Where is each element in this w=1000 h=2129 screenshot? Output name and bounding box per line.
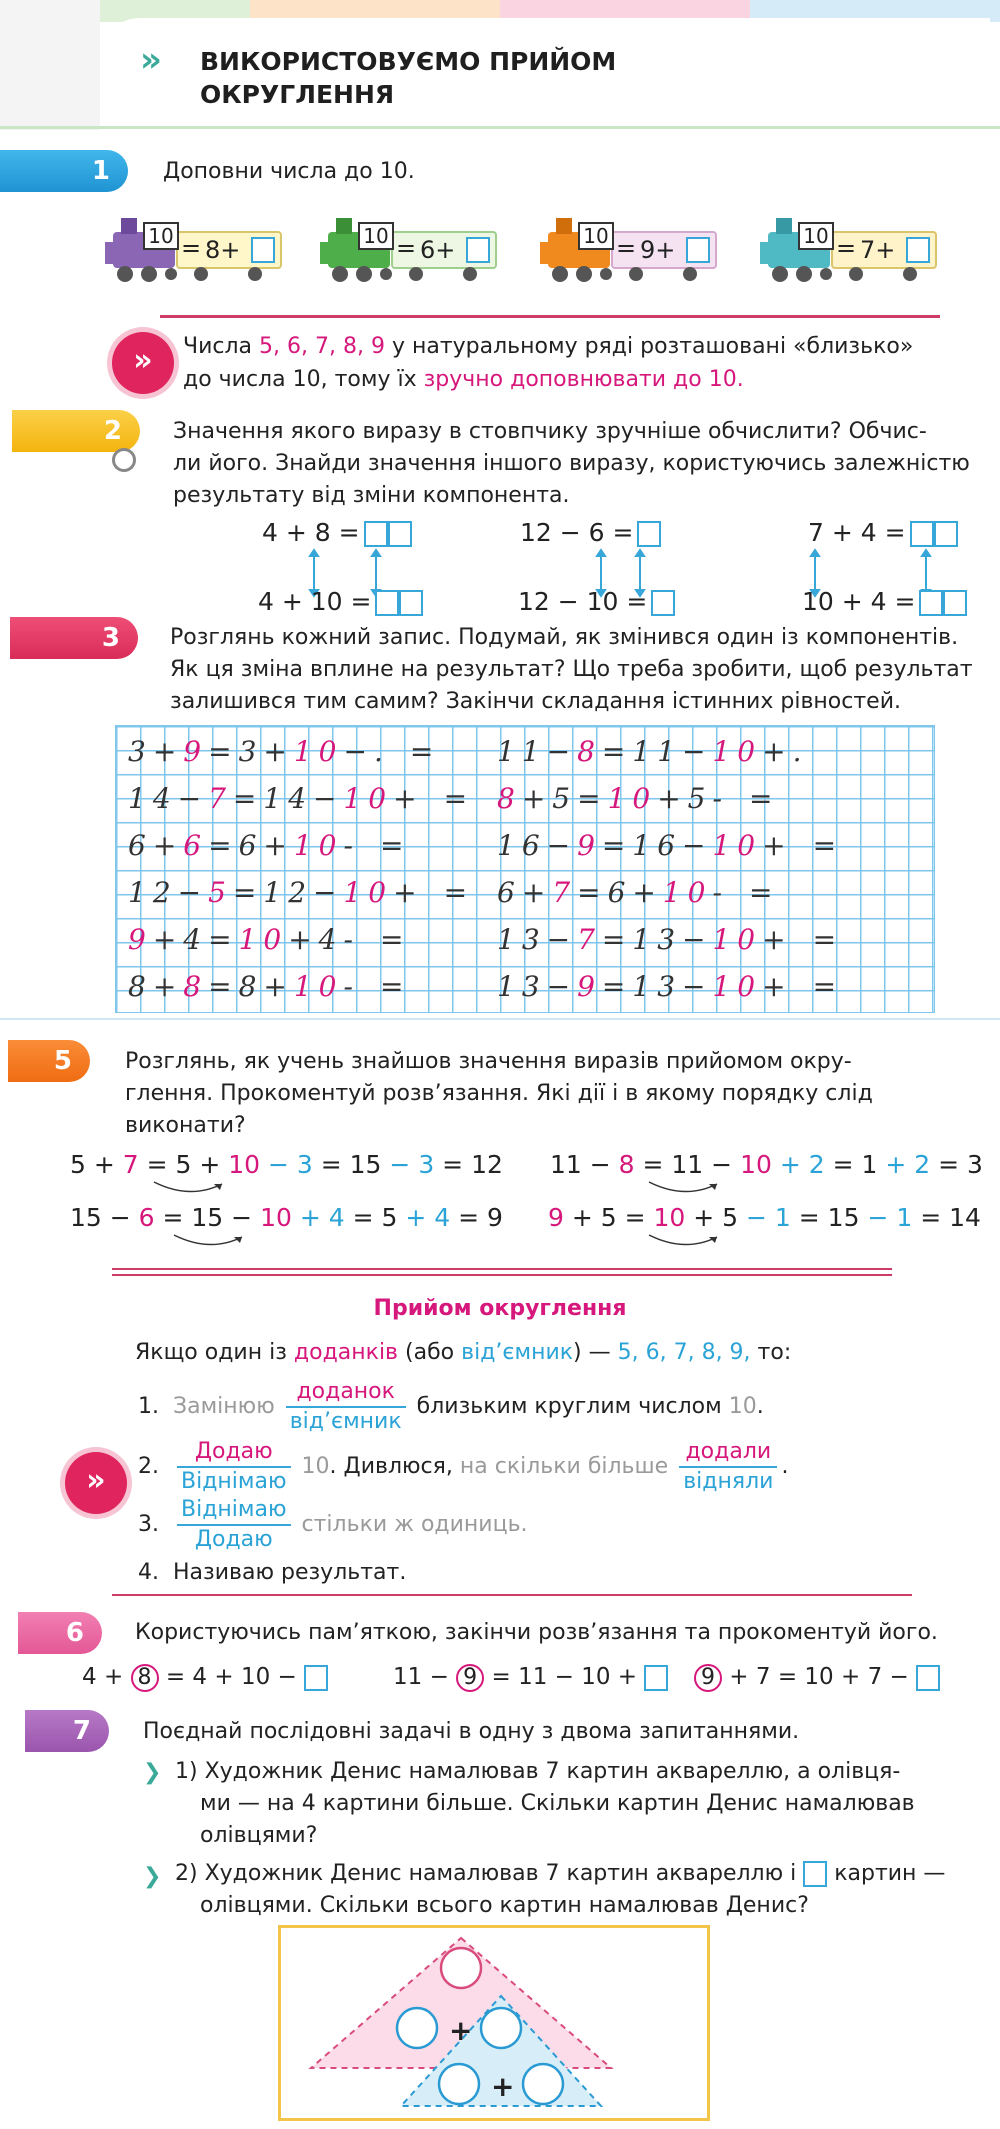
task-3-row-part: = [748,876,773,909]
task-6-text: Користуючись пам’яткою, закінчи розв’язання та прокоментуй його. [135,1620,938,1645]
task-3-row-part: 6 [183,829,209,862]
task-2-line3: результату від зміни компонента. [173,483,570,508]
task-2-bottom-1: 4 + 10 = [258,587,423,616]
header-divider [0,126,1000,129]
train-2-answer-box[interactable] [466,237,490,263]
task-3-row-part: = [812,970,837,1003]
task-3-row-part: =8+ [208,970,294,1003]
note-1-top-rule [160,315,940,318]
task-3-row [497,923,836,956]
task-3-row-part: - [343,970,360,1003]
task-2-number: 2 [12,410,140,452]
task-7-problem-1-line1: 1) Художник Денис намалював 7 картин аквареллю, а олівця- [175,1759,901,1784]
task-3-row-part: =6+ [577,876,663,909]
train-4-answer-box[interactable] [906,237,930,263]
task-3-row [128,735,433,768]
task-3-row-part: - [343,829,360,862]
task-3-row-part: 7 [208,782,233,815]
task-3-row [497,970,836,1003]
arrow-bullet-icon: ❯ [143,1864,162,1889]
task-1-text: Доповни числа до 10. [163,159,415,184]
task-5-arc-4 [645,1231,725,1251]
task-3-row-part: 16− [497,829,578,862]
task-5-arc-3 [170,1231,250,1251]
task-5-example-1: 5 + 7 = 5 + 10 − 3 = 15 − 3 = 12 [70,1150,503,1179]
task-3-number: 3 [10,617,138,659]
task-3-row-part: = [812,829,837,862]
task-3-row-part: . [792,735,809,768]
memo-bottom-rule [112,1594,912,1596]
task-2-bottom-2: 12 − 10 = [518,587,675,616]
answer-box[interactable] [644,1665,668,1691]
task-3-row-part: 7 [577,923,602,956]
page-title-line2: ОКРУГЛЕННЯ [200,80,395,109]
task-1-number: 1 [0,150,128,192]
answer-box[interactable] [304,1665,328,1691]
task-3-row [128,782,467,815]
answer-box[interactable] [399,590,423,616]
train-3-expr: 9+ [640,236,676,264]
answer-box[interactable] [364,521,388,547]
train-3-answer-box[interactable] [686,237,710,263]
task-3-row-part: =13− [601,923,713,956]
task-3-row-part: 8+ [128,970,184,1003]
train-4-expr: 7+ [860,236,896,264]
note-1-numbers: 5, 6, 7, 8, 9 [259,334,385,359]
memo-top-rule-1 [112,1268,892,1270]
train-2-eq: = [396,234,417,262]
task-3-row-part: +4 [288,923,344,956]
scheme-plus-2: + [491,2070,515,2103]
task-3-row-part: 10 [238,923,289,956]
task-3-row-part: 10 [662,876,713,909]
task-3-row-part: 3+ [128,735,184,768]
task-3-row-part: − [343,735,374,768]
task-3-row-part: - [712,782,729,815]
train-2 [320,210,500,290]
task-7-problem-1-line2: ми — на 4 картини більше. Скільки картин Денис намалював [200,1791,915,1816]
task-3-row-part: = [443,876,468,909]
circled-number: 9 [694,1664,722,1692]
task-3-row-part: 8 [497,782,522,815]
task-5-line2: глення. Прокоментуй розв’язання. Які дії і в якому порядку слід [125,1081,873,1106]
answer-box[interactable] [934,521,958,547]
task-3-row-part: =3+ [208,735,294,768]
task-3-row-part: = [379,970,404,1003]
task-3-row-part: 9 [183,735,209,768]
memo-intro: Якщо один із доданків (або від’ємник) — 5, 6, 7, 8, 9, то: [135,1340,792,1365]
task-3-row [128,876,467,909]
left-margin-bar [0,0,100,130]
task-5-example-3: 15 − 6 = 15 − 10 + 4 = 5 + 4 = 9 [70,1203,503,1232]
memo-step-3: 3. $\frac{\text{Віднімаю}}{\text{Додаю}}$ стільки ж одиниць. [138,1497,528,1552]
task-3-row-part: 9 [577,829,602,862]
task-3-row-part: + [762,970,793,1003]
task-3-row-part: + [762,735,793,768]
task-5-line1: Розглянь, як учень знайшов значення виразів прийомом окру- [125,1049,852,1074]
task-6-number: 6 [18,1612,102,1654]
task-2-bottom-3: 10 + 4 = [802,587,967,616]
magnifier-icon [112,448,136,472]
task-3-row-part: 6+ [497,876,553,909]
task-3-row-part: 8 [183,970,209,1003]
task-3-row-part: =6+ [208,829,294,862]
task-3-row-part: + [393,782,424,815]
task-5-number: 5 [8,1040,90,1082]
memo-title: Прийом округлення [373,1296,627,1321]
task-3-row-part: 10 [712,735,763,768]
task-3-row-part: 10 [343,782,394,815]
task-3-row [128,923,403,956]
task-3-row-part: 9 [577,970,602,1003]
task-3-row [128,970,403,1003]
task-3-row-part: = [748,782,773,815]
task-3-row-part: - [712,876,729,909]
task-3-line2: Як ця зміна вплине на результат? Що треба зробити, щоб результат [170,657,973,682]
task-3-row-part: 7 [552,876,578,909]
task-3-row [497,735,829,768]
task-2-top-1: 4 + 8 = [262,518,412,547]
answer-box[interactable] [910,521,934,547]
train-1-expr: 8+ [205,236,241,264]
note-1-text [183,330,943,396]
task-3-row-part: 11− [497,735,578,768]
chevrons-icon: » [140,40,162,80]
task-3-row-part: =11− [601,735,713,768]
task-3-row [497,876,772,909]
task-3-row-part: + [762,829,793,862]
train-3-eq: = [616,234,637,262]
memo-step-1: 1. Замінюю $\frac{\text{доданок}}{\text{від’ємник}}$ близьким круглим числом 10. [138,1379,764,1434]
task-3-row-part: +4= [152,923,239,956]
circled-number: 9 [456,1664,484,1692]
task-7-text: Поєднай послідовні задачі в одну з двома запитаннями. [143,1719,800,1744]
task-3-row [128,829,403,862]
task-3-row-part: 10 [712,970,763,1003]
train-1-eq: = [181,234,202,262]
task-6-expr-2: 11 − 9 = 11 − 10 + [393,1664,668,1692]
task-3-row-part: 8 [577,735,602,768]
train-4 [760,210,940,290]
task-3-row [497,782,772,815]
memo-top-rule-2 [112,1274,892,1276]
task-5-arc-2 [645,1178,725,1198]
note-1-part2: у натуральному ряді розташовані «близько» до числа 10, тому їх [183,334,914,392]
note-1-part1: Числа [183,334,260,359]
task-3-row [497,829,836,862]
task-3-row-part: 9 [128,923,153,956]
answer-box[interactable] [803,1861,827,1887]
answer-box[interactable] [919,590,943,616]
task-2-top-2: 12 − 6 = [520,518,661,547]
task-2-top-3: 7 + 4 = [808,518,958,547]
answer-box[interactable] [637,521,661,547]
task-3-row-part: + [393,876,424,909]
task-3-row-part: 10 [607,782,658,815]
task-3-row-part: +5 [657,782,713,815]
task-3-row-part: 10 [343,876,394,909]
task-5-line3: виконати? [125,1113,246,1138]
task-3-row-part: + [762,923,793,956]
task-3-row-part: 13− [497,970,578,1003]
page-title-line1: ВИКОРИСТОВУЄМО ПРИЙОМ [200,47,617,76]
task-3-row-part: = [379,829,404,862]
train-1-answer-box[interactable] [251,237,275,263]
task-3-row-part: - [343,923,360,956]
task-6-expr-3: 9 + 7 = 10 + 7 − [694,1664,940,1692]
answer-box[interactable] [375,590,399,616]
task-7-diagram-frame [278,1925,710,2121]
task-3-row-part: . [373,735,390,768]
train-3 [540,210,720,290]
note-1-highlight: зручно доповнювати до 10. [423,367,744,392]
memo-step-2: 2. $\frac{\text{Додаю}}{\text{Віднімаю}}$ 10. Дивлюся, на скільки більше $\frac{\text{додали}}{\text{відняли}}$ . [138,1439,789,1494]
answer-box[interactable] [388,521,412,547]
task-3-line1: Розглянь кожний запис. Подумай, як змінився один із компонентів. [170,625,959,650]
task-3-row-part: 10 [293,829,344,862]
train-1-ten: 10 [143,222,179,250]
task-3-row-part: = [379,923,404,956]
train-2-ten: 10 [358,222,394,250]
task-3-row-part: =13− [601,970,713,1003]
task-3-row-part: 10 [293,735,344,768]
task-3-row-part: 5 [208,876,233,909]
task-7-number: 7 [25,1710,109,1752]
task-3-row-part: = [812,923,837,956]
task-3-row-part: 10 [293,970,344,1003]
train-1 [105,210,285,290]
task-3-row-part: =14− [232,782,344,815]
task-3-row-part: 6+ [128,829,184,862]
task-5-arc-1 [150,1178,230,1198]
task-3-row-part: 12− [128,876,209,909]
task-3-row-part: 14− [128,782,209,815]
train-3-ten: 10 [578,222,614,250]
memo-badge-icon: » [65,1452,127,1514]
task-2-line2: ли його. Знайди значення іншого виразу, користуючись залежністю [173,451,970,476]
task-3-row-part: 13− [497,923,578,956]
answer-box[interactable] [916,1665,940,1691]
task-3-line3: залишився тим самим? Закінчи складання істинних рівностей. [170,689,901,714]
task-3-row-part: 10 [712,923,763,956]
task-7-problem-1-line3: олівцями? [200,1823,318,1848]
circled-number: 8 [131,1664,159,1692]
task-3-bottom-rule [0,1018,1000,1020]
task-6-expr-1: 4 + 8 = 4 + 10 − [82,1664,328,1692]
memo-step-4: 4. Називаю результат. [138,1560,407,1585]
task-2-line1: Значення якого виразу в стовпчику зручніше обчислити? Обчис- [173,419,927,444]
task-3-row-part: = [443,782,468,815]
note-1-badge-icon: » [112,332,174,394]
task-3-row-part: 10 [712,829,763,862]
task-7-problem-2-line2: олівцями. Скільки всього картин намалював Денис? [200,1893,809,1918]
scheme-plus-1: + [449,2014,473,2047]
task-7-problem-2-line1: 2) Художник Денис намалював 7 картин аквареллю і картин — [175,1861,946,1886]
answer-box[interactable] [651,590,675,616]
answer-box[interactable] [943,590,967,616]
train-4-ten: 10 [798,222,834,250]
task-3-row-part: = [409,735,434,768]
train-2-expr: 6+ [420,236,456,264]
task-3-row-part: +5= [521,782,608,815]
task-3-row-part: =12− [232,876,344,909]
task-5-example-2: 11 − 8 = 11 − 10 + 2 = 1 + 2 = 3 [550,1150,983,1179]
task-3-row-part: =16− [601,829,713,862]
train-4-eq: = [836,234,857,262]
task-5-example-4: 9 + 5 = 10 + 5 − 1 = 15 − 1 = 14 [548,1203,981,1232]
arrow-bullet-icon: ❯ [143,1760,162,1785]
